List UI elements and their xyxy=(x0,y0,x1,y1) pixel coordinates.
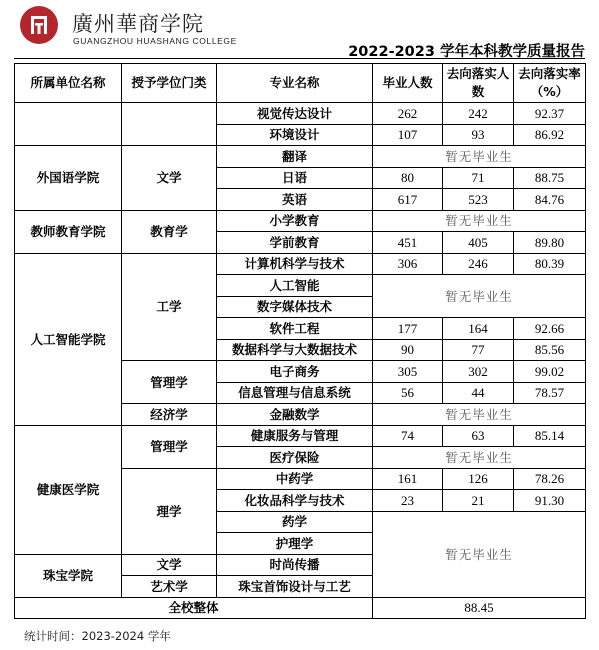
no-graduates-note: 暂无毕业生 xyxy=(373,511,586,597)
college-cell: 教师教育学院 xyxy=(15,210,122,253)
major-cell: 药学 xyxy=(217,511,373,533)
header-placed: 去向落实人数 xyxy=(443,64,514,103)
placed-cell: 21 xyxy=(443,490,514,512)
category-cell: 教育学 xyxy=(122,210,217,253)
category-cell: 文学 xyxy=(122,146,217,211)
major-cell: 医疗保险 xyxy=(217,447,373,469)
graduates-cell: 306 xyxy=(373,253,443,275)
rate-cell: 85.14 xyxy=(514,425,586,447)
placed-cell: 302 xyxy=(443,361,514,383)
table-row xyxy=(15,210,586,232)
rate-cell: 78.26 xyxy=(514,468,586,490)
rate-cell: 78.57 xyxy=(514,382,586,404)
college-cell: 外国语学院 xyxy=(15,146,122,211)
graduates-cell: 262 xyxy=(373,103,443,125)
major-cell: 健康服务与管理 xyxy=(217,425,373,447)
graduates-cell: 80 xyxy=(373,167,443,189)
category-cell: 经济学 xyxy=(122,404,217,426)
placed-cell: 164 xyxy=(443,318,514,340)
college-cell: 健康医学院 xyxy=(15,425,122,554)
employment-table xyxy=(14,63,586,619)
header-category: 授予学位门类 xyxy=(122,64,217,103)
graduates-cell: 107 xyxy=(373,124,443,146)
header-rate: 去向落实率（%） xyxy=(514,64,586,103)
major-cell: 小学教育 xyxy=(217,210,373,232)
table-row xyxy=(15,146,586,168)
no-graduates-note: 暂无毕业生 xyxy=(373,275,586,318)
category-cell: 管理学 xyxy=(122,425,217,468)
graduates-cell: 56 xyxy=(373,382,443,404)
placed-cell: 405 xyxy=(443,232,514,254)
no-graduates-note: 暂无毕业生 xyxy=(373,146,586,168)
graduates-cell: 74 xyxy=(373,425,443,447)
category-cell: 理学 xyxy=(122,468,217,554)
rate-cell: 92.37 xyxy=(514,103,586,125)
category-cell xyxy=(122,103,217,146)
rate-cell: 88.75 xyxy=(514,167,586,189)
header-graduates: 毕业人数 xyxy=(373,64,443,103)
major-cell: 软件工程 xyxy=(217,318,373,340)
major-cell: 珠宝首饰设计与工艺 xyxy=(217,576,373,598)
rate-cell: 99.02 xyxy=(514,361,586,383)
rate-cell: 86.92 xyxy=(514,124,586,146)
college-logo xyxy=(20,6,237,50)
placed-cell: 63 xyxy=(443,425,514,447)
total-rate: 88.45 xyxy=(373,597,586,619)
rate-cell: 89.80 xyxy=(514,232,586,254)
statistics-period-note: 统计时间：2023-2024 学年 xyxy=(24,629,171,643)
rate-cell: 80.39 xyxy=(514,253,586,275)
graduates-cell: 451 xyxy=(373,232,443,254)
rate-cell: 84.76 xyxy=(514,189,586,211)
category-cell: 文学 xyxy=(122,554,217,576)
major-cell: 时尚传播 xyxy=(217,554,373,576)
college-name-cn: 廣州華商学院 xyxy=(72,12,204,36)
graduates-cell: 617 xyxy=(373,189,443,211)
report-title: 2022-2023 学年本科教学质量报告 xyxy=(348,44,585,60)
placed-cell: 126 xyxy=(443,468,514,490)
category-cell: 工学 xyxy=(122,253,217,361)
header-major: 专业名称 xyxy=(217,64,373,103)
placed-cell: 77 xyxy=(443,339,514,361)
college-seal-icon xyxy=(20,6,58,44)
college-cell xyxy=(15,103,122,146)
placed-cell: 242 xyxy=(443,103,514,125)
major-cell: 化妆品科学与技术 xyxy=(217,490,373,512)
major-cell: 信息管理与信息系统 xyxy=(217,382,373,404)
placed-cell: 246 xyxy=(443,253,514,275)
major-cell: 数据科学与大数据技术 xyxy=(217,339,373,361)
rate-cell: 91.30 xyxy=(514,490,586,512)
major-cell: 日语 xyxy=(217,167,373,189)
header-college: 所属单位名称 xyxy=(15,64,122,103)
major-cell: 护理学 xyxy=(217,533,373,555)
rate-cell: 92.66 xyxy=(514,318,586,340)
major-cell: 环境设计 xyxy=(217,124,373,146)
college-cell: 珠宝学院 xyxy=(15,554,122,597)
no-graduates-note: 暂无毕业生 xyxy=(373,447,586,469)
college-name-en: GUANGZHOU HUASHANG COLLEGE xyxy=(73,36,237,46)
college-cell: 人工智能学院 xyxy=(15,253,122,425)
table-row xyxy=(15,425,586,447)
category-cell: 管理学 xyxy=(122,361,217,404)
graduates-cell: 161 xyxy=(373,468,443,490)
no-graduates-note: 暂无毕业生 xyxy=(373,404,586,426)
major-cell: 学前教育 xyxy=(217,232,373,254)
major-cell: 翻译 xyxy=(217,146,373,168)
major-cell: 中药学 xyxy=(217,468,373,490)
table-row xyxy=(15,103,586,125)
graduates-cell: 305 xyxy=(373,361,443,383)
graduates-cell: 23 xyxy=(373,490,443,512)
no-graduates-note: 暂无毕业生 xyxy=(373,210,586,232)
rate-cell: 85.56 xyxy=(514,339,586,361)
seal-glyph-icon xyxy=(29,14,49,36)
placed-cell: 523 xyxy=(443,189,514,211)
total-label: 全校整体 xyxy=(15,597,373,619)
placed-cell: 44 xyxy=(443,382,514,404)
title-divider xyxy=(14,58,585,59)
major-cell: 金融数学 xyxy=(217,404,373,426)
major-cell: 视觉传达设计 xyxy=(217,103,373,125)
major-cell: 电子商务 xyxy=(217,361,373,383)
category-cell: 艺术学 xyxy=(122,576,217,598)
placed-cell: 93 xyxy=(443,124,514,146)
major-cell: 人工智能 xyxy=(217,275,373,297)
major-cell: 英语 xyxy=(217,189,373,211)
table-header-row xyxy=(15,64,586,103)
major-cell: 计算机科学与技术 xyxy=(217,253,373,275)
graduates-cell: 177 xyxy=(373,318,443,340)
table-row xyxy=(15,253,586,275)
major-cell: 数字媒体技术 xyxy=(217,296,373,318)
graduates-cell: 90 xyxy=(373,339,443,361)
placed-cell: 71 xyxy=(443,167,514,189)
total-row xyxy=(15,597,586,619)
